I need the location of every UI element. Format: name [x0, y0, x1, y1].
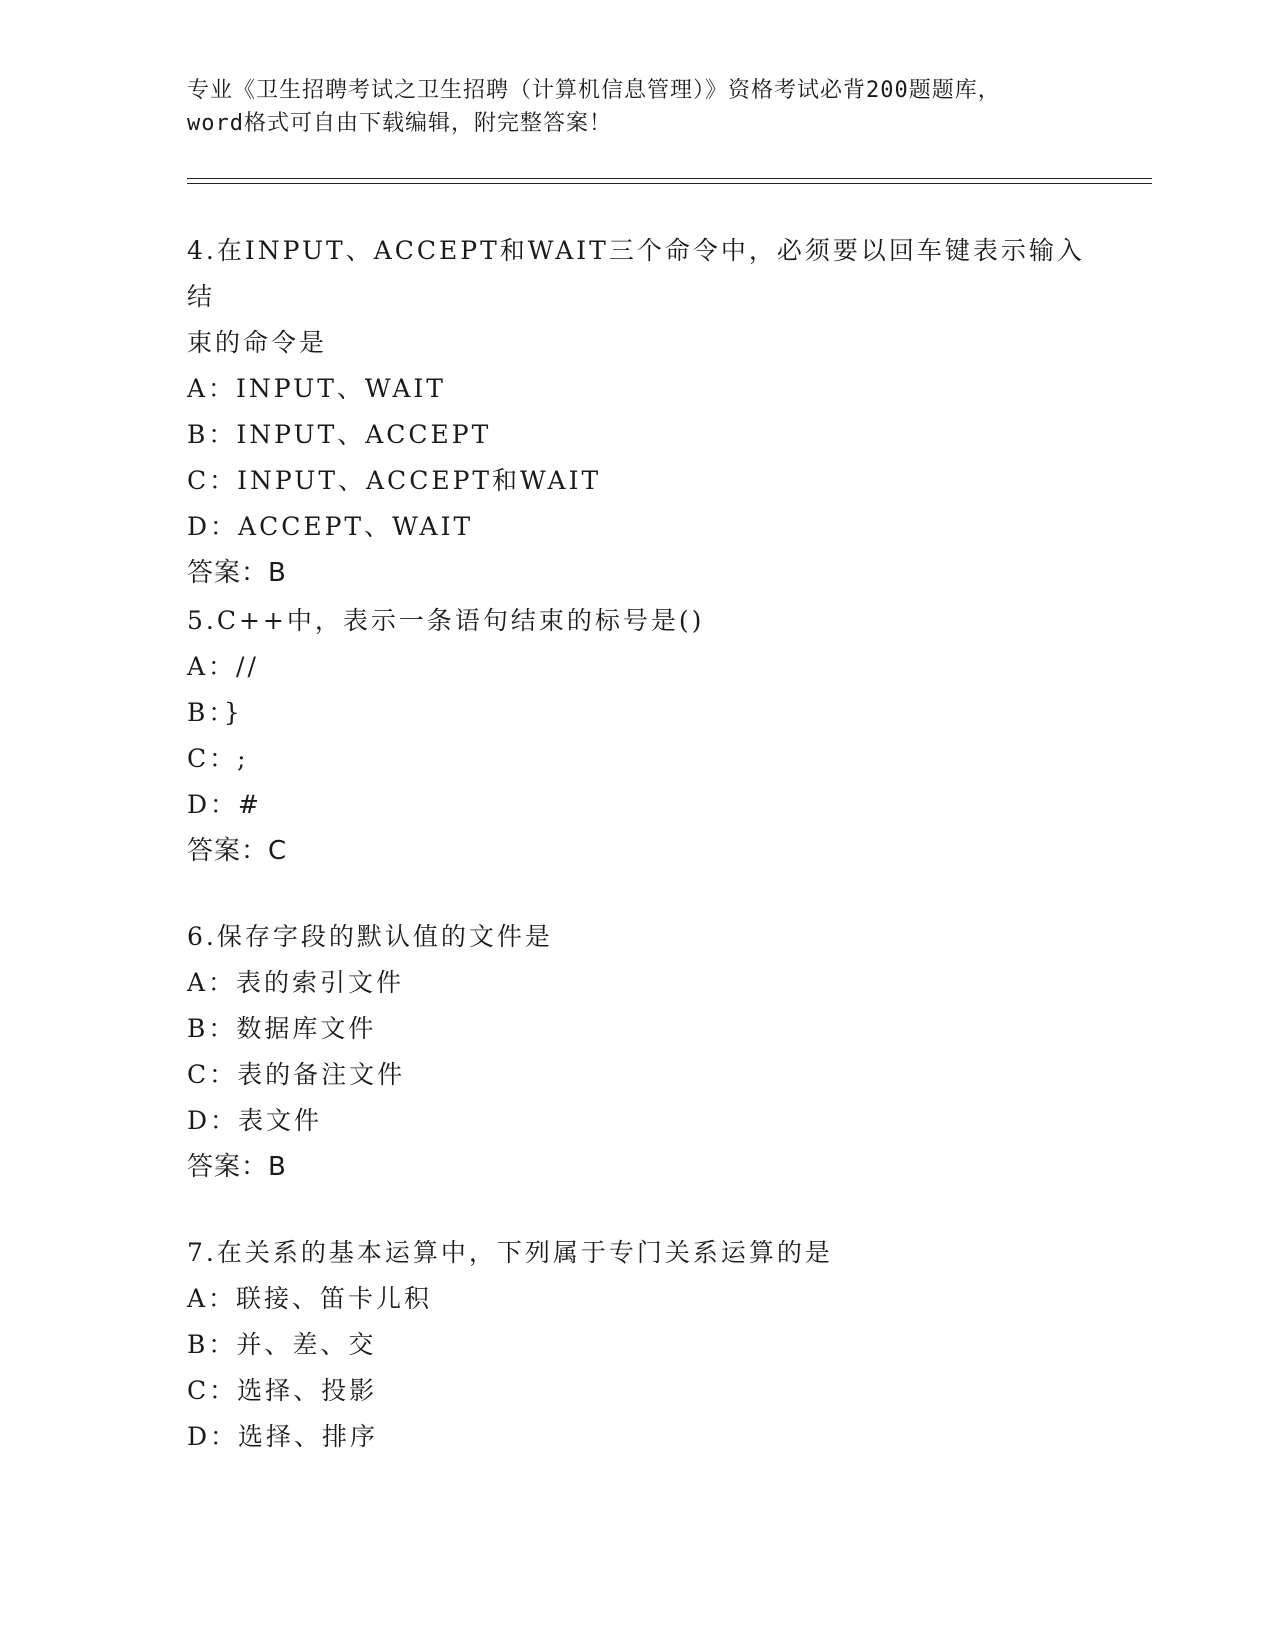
- question-stem-continued: 束的命令是: [187, 328, 328, 357]
- option-c: C：;: [187, 744, 249, 773]
- question-stem: 4.在INPUT、ACCEPT和WAIT三个命令中，必须要以回车键表示输入结: [187, 236, 1085, 311]
- option-c: C：INPUT、ACCEPT和WAIT: [187, 466, 602, 495]
- header-divider-top: [187, 178, 1152, 179]
- question-stem: 7.在关系的基本运算中，下列属于专门关系运算的是: [187, 1238, 833, 1267]
- document-header: [187, 74, 1087, 140]
- option-a: A：联接、笛卡儿积: [187, 1284, 433, 1313]
- header-line-2: word格式可自由下载编辑，附完整答案！: [187, 111, 612, 136]
- answer: 答案：B: [187, 1152, 287, 1182]
- option-b: B：}: [187, 698, 243, 727]
- option-c: C：选择、投影: [187, 1376, 378, 1405]
- option-d: D：ACCEPT、WAIT: [187, 512, 474, 541]
- header-line-1: 专业《卫生招聘考试之卫生招聘（计算机信息管理）》资格考试必背200题题库，: [187, 78, 1001, 103]
- option-a: A：//: [187, 652, 259, 681]
- option-d: D：#: [187, 790, 262, 819]
- option-b: B：并、差、交: [187, 1330, 377, 1359]
- option-c: C：表的备注文件: [187, 1060, 406, 1089]
- answer: 答案：C: [187, 836, 288, 866]
- question-stem: 6.保存字段的默认值的文件是: [187, 922, 553, 951]
- option-b: B：INPUT、ACCEPT: [187, 420, 492, 449]
- question-7: [187, 1230, 1087, 1460]
- option-a: A：表的索引文件: [187, 968, 405, 997]
- question-5: [187, 598, 1087, 874]
- option-d: D：选择、排序: [187, 1422, 379, 1451]
- answer: 答案：B: [187, 558, 287, 588]
- question-4: [187, 228, 1087, 596]
- question-6: [187, 914, 1087, 1190]
- header-divider-bottom: [187, 183, 1152, 184]
- option-a: A：INPUT、WAIT: [187, 374, 446, 403]
- question-stem: 5.C++中，表示一条语句结束的标号是(): [187, 606, 705, 635]
- option-d: D：表文件: [187, 1106, 323, 1135]
- option-b: B：数据库文件: [187, 1014, 377, 1043]
